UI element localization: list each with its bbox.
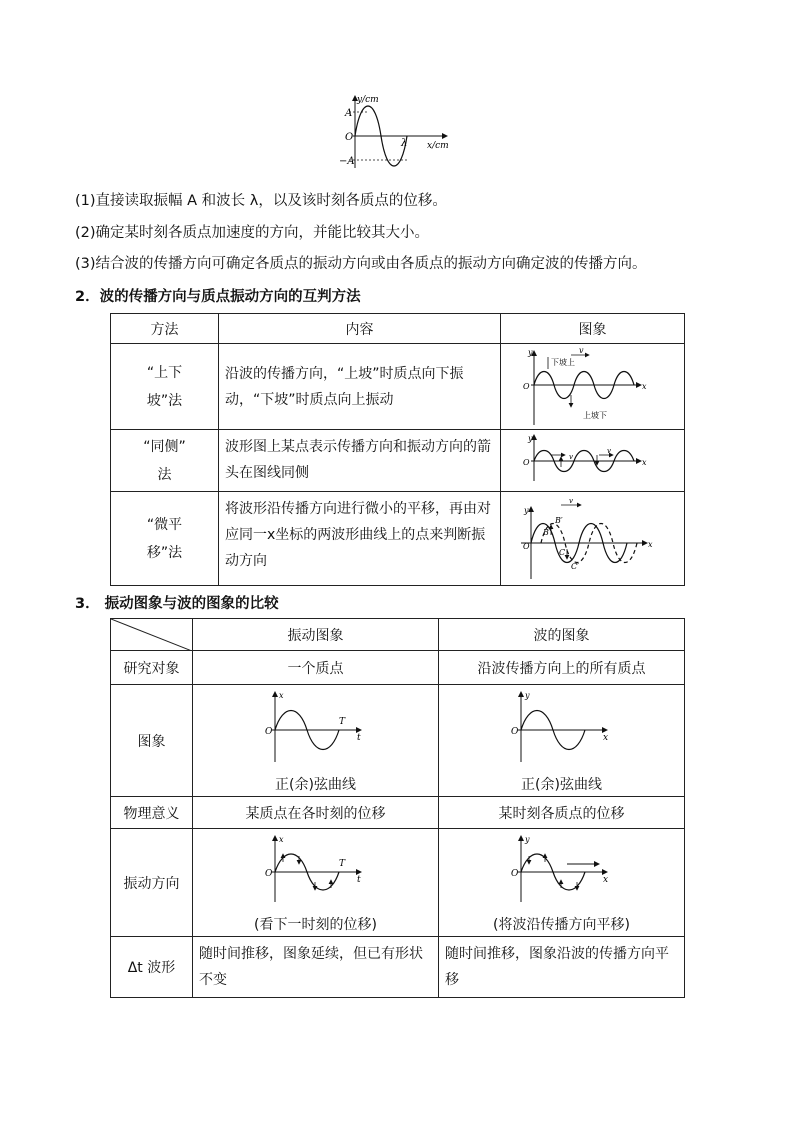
svg-text:x: x xyxy=(279,834,284,844)
svg-text:O: O xyxy=(265,868,273,879)
vibration-graph xyxy=(193,688,438,770)
svg-text:t: t xyxy=(357,874,361,885)
updown-figure xyxy=(501,345,684,429)
wave-direction-graph xyxy=(439,832,684,908)
top-x-label: x/cm xyxy=(427,141,449,151)
section-2-title: 2．波的传播方向与质点振动方向的互判方法 xyxy=(75,289,361,305)
svg-text:O: O xyxy=(523,541,530,551)
svg-text:t: t xyxy=(357,732,361,743)
svg-text:x: x xyxy=(603,732,609,743)
svg-text:O: O xyxy=(523,457,530,467)
point-3: (3)结合波的传播方向可确定各质点的振动方向或由各质点的振动方向确定波的传播方向。 xyxy=(75,256,647,272)
content-sameside: 波形图上某点表示传播方向和振动方向的箭头在图线同侧 xyxy=(219,430,501,492)
svg-text:−A: −A xyxy=(339,156,355,167)
wave-graph xyxy=(439,688,684,770)
vibration-direction-graph xyxy=(193,832,438,908)
svg-text:x: x xyxy=(642,457,647,467)
svg-text:y: y xyxy=(525,690,530,700)
svg-text:x: x xyxy=(279,690,284,700)
svg-text:C: C xyxy=(559,547,566,557)
svg-text:x: x xyxy=(642,381,647,391)
content-updown: 沿波的传播方向，“上坡”时质点向下振动，“下坡”时质点向上振动 xyxy=(219,344,501,430)
svg-text:O: O xyxy=(511,868,519,879)
svg-text:A: A xyxy=(345,108,353,119)
svg-text:C′: C′ xyxy=(571,561,579,571)
svg-text:O: O xyxy=(523,381,530,391)
svg-text:λ: λ xyxy=(401,138,408,149)
svg-text:T: T xyxy=(339,716,346,727)
comparison-table: 振动图象 波的图象 研究对象 一个质点 沿波传播方向上的所有质点 图象 x O T t 正(余)弦曲线 y O x 正(余)弦曲线 物理意义 某质点在各时刻的位移 某时刻各质点的位移 振动方向 x O T t (看下一时刻的位移) y O x (将波沿传播方向平移) Δt 波形 随时间推移，图象延续，但已有形状不变 随时间推移，图象沿波的传播方向平移 xyxy=(110,618,685,998)
svg-text:y: y xyxy=(528,433,533,443)
top-wave-figure xyxy=(335,92,455,172)
point-2: (2)确定某时刻各质点加速度的方向，并能比较其大小。 xyxy=(75,225,430,241)
svg-text:v: v xyxy=(579,345,584,355)
svg-text:v: v xyxy=(569,496,573,505)
svg-text:T: T xyxy=(339,858,346,869)
svg-text:B: B xyxy=(543,527,549,537)
diagonal-cell xyxy=(111,619,193,651)
header-wave: 波的图象 xyxy=(439,619,685,651)
svg-text:v: v xyxy=(569,452,573,461)
svg-text:y: y xyxy=(525,834,530,844)
top-y-label: y/cm xyxy=(357,95,379,105)
section-3-title: 3． 振动图象与波的图象的比较 xyxy=(75,596,279,612)
svg-text:O: O xyxy=(511,726,519,737)
shift-figure xyxy=(501,493,684,585)
svg-text:O: O xyxy=(265,726,273,737)
svg-text:O: O xyxy=(345,132,354,143)
svg-text:B′: B′ xyxy=(555,515,563,525)
svg-text:v: v xyxy=(607,446,611,455)
header-image: 图象 xyxy=(501,314,685,344)
header-method: 方法 xyxy=(111,314,219,344)
header-vibration: 振动图象 xyxy=(193,619,439,651)
svg-text:下坡上: 下坡上 xyxy=(551,357,575,367)
svg-text:x: x xyxy=(648,539,653,549)
svg-text:x: x xyxy=(603,874,609,885)
sameside-figure xyxy=(501,431,684,491)
svg-text:y: y xyxy=(524,505,529,515)
point-1: (1)直接读取振幅 A 和波长 λ，以及该时刻各质点的位移。 xyxy=(75,193,447,209)
method-table: 方法 内容 图象 “上下 坡”法 沿波的传播方向，“上坡”时质点向下振动，“下坡”时质点向上振动 y O x v 下坡上 上坡下 “同侧” 法 波形图上某点表示传播方向和振动方向的箭头在图线同侧 y O x v v “微平 移”法 将波形沿传播方向进行微小的平移，再由对应同一x坐标的两波形曲线上的点来判断振动方向 y O x v B B′ C C′ xyxy=(110,313,685,586)
content-shift: 将波形沿传播方向进行微小的平移，再由对应同一x坐标的两波形曲线上的点来判断振动方向 xyxy=(219,492,501,586)
header-content: 内容 xyxy=(219,314,501,344)
svg-text:y: y xyxy=(528,347,533,357)
svg-text:上坡下: 上坡下 xyxy=(583,410,607,420)
